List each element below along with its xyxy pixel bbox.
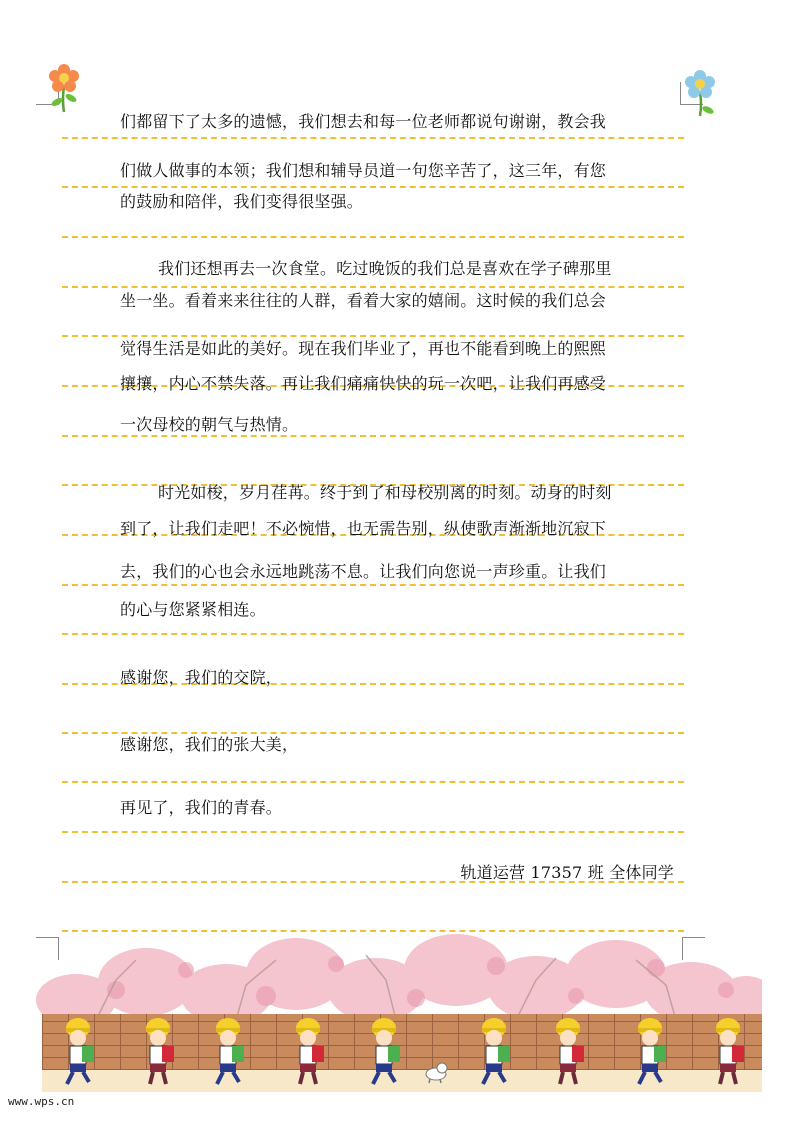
paragraph-3-line: 去，我们的心也会永远地跳荡不息。让我们向您说一声珍重。让我们 xyxy=(120,562,607,581)
ruled-line xyxy=(62,584,684,586)
schoolchild-icon xyxy=(288,1016,328,1088)
schoolchild-icon xyxy=(138,1016,178,1088)
schoolchild-icon xyxy=(474,1016,514,1088)
paragraph-1-line: 们做人做事的本领；我们想和辅导员道一句您辛苦了，这三年，有您 xyxy=(120,161,607,180)
closing-line: 感谢您，我们的交院， xyxy=(120,668,283,687)
paragraph-1-line: 们都留下了太多的遗憾，我们想去和每一位老师都说句谢谢，教会我 xyxy=(120,112,607,131)
footer-illustration xyxy=(36,930,762,1092)
ruled-line xyxy=(62,732,684,734)
footer-url: www.wps.cn xyxy=(8,1095,75,1108)
orange-flower-icon xyxy=(44,62,84,114)
ruled-line xyxy=(62,236,684,238)
ruled-line xyxy=(62,335,684,337)
closing-line: 再见了，我们的青春。 xyxy=(120,798,283,817)
paragraph-2-line: 觉得生活是如此的美好。现在我们毕业了，再也不能看到晚上的熙熙 xyxy=(120,339,607,358)
blue-flower-icon xyxy=(682,70,722,120)
paragraph-2-line: 坐一坐。看着来来往往的人群，看着大家的嬉闹。这时候的我们总会 xyxy=(120,291,607,310)
ruled-line xyxy=(62,186,684,188)
schoolchild-icon xyxy=(208,1016,248,1088)
schoolchild-icon xyxy=(58,1016,98,1088)
schoolchild-icon xyxy=(548,1016,588,1088)
paragraph-3-line: 时光如梭，岁月荏苒。终于到了和母校别离的时刻。动身的时刻 xyxy=(158,483,612,502)
paragraph-2-line: 一次母校的朝气与热情。 xyxy=(120,415,299,434)
closing-line: 感谢您，我们的张大美， xyxy=(120,735,299,754)
ruled-line xyxy=(62,286,684,288)
ruled-line xyxy=(62,633,684,635)
ruled-line xyxy=(62,435,684,437)
ruled-line xyxy=(62,137,684,139)
paragraph-2-line: 我们还想再去一次食堂。吃过晚饭的我们总是喜欢在学子碑那里 xyxy=(158,259,612,278)
ruled-line xyxy=(62,781,684,783)
schoolchild-icon xyxy=(630,1016,670,1088)
paragraph-1-line: 的鼓励和陪伴，我们变得很坚强。 xyxy=(120,192,364,211)
paragraph-2-line: 攘攘，内心不禁失落。再让我们痛痛快快的玩一次吧，让我们再感受 xyxy=(120,374,607,393)
paragraph-3-line: 的心与您紧紧相连。 xyxy=(120,600,266,619)
paragraph-3-line: 到了，让我们走吧！不必惋惜，也无需告别，纵使歌声渐渐地沉寂下 xyxy=(120,519,607,538)
puppy-icon xyxy=(422,1060,450,1084)
ruled-line xyxy=(62,831,684,833)
signature: 轨道运营 17357 班 全体同学 xyxy=(460,863,674,882)
schoolchild-icon xyxy=(364,1016,404,1088)
schoolchild-icon xyxy=(708,1016,748,1088)
